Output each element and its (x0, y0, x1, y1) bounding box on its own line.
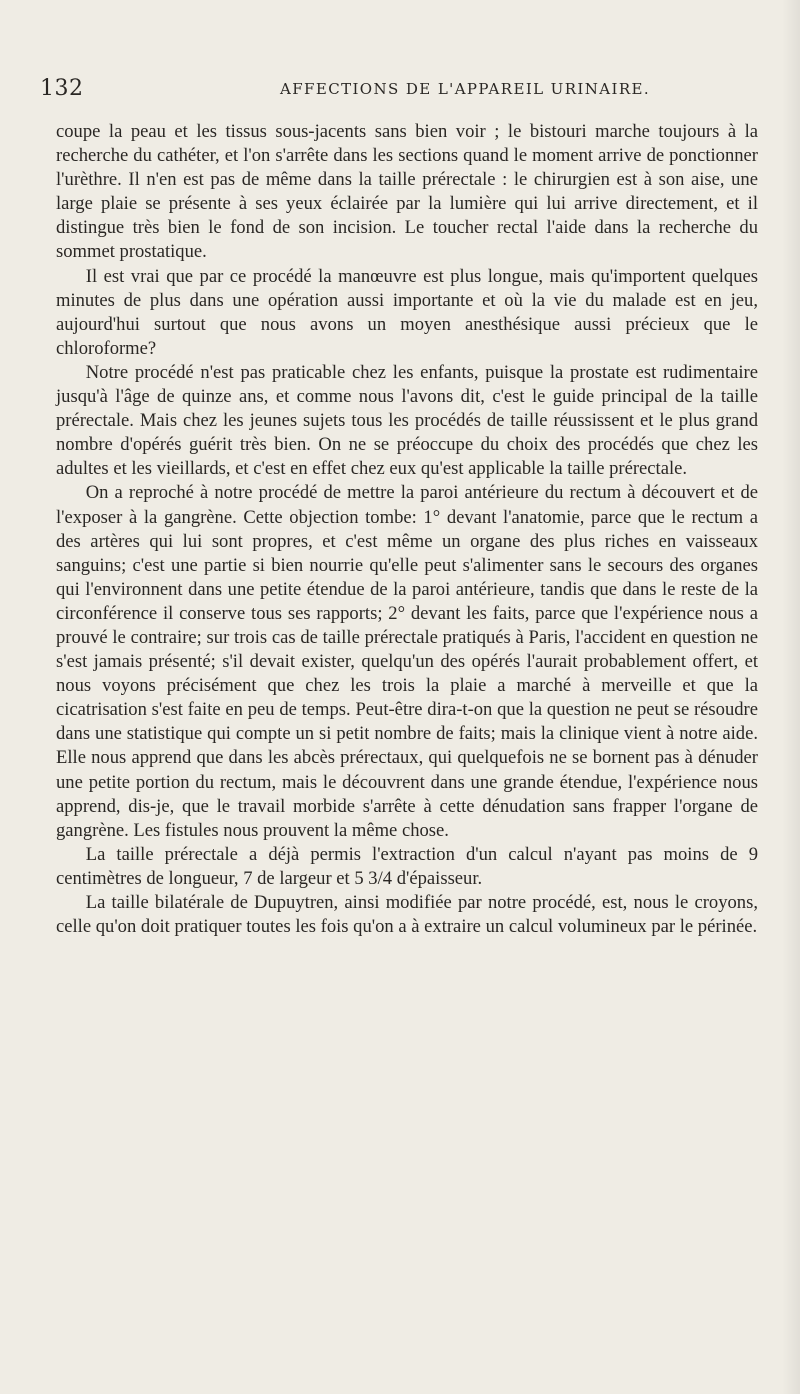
paragraph-1: coupe la peau et les tissus sous-jacents sans bien voir ; le bistouri marche toujours à la recherche du cathéter, et l'on s'arrête dans les sections quand le moment arrive de ponctionner l'urèthre. Il n'en est pas de même dans la taille prérectale : le chirurgien est à son aise, une large plaie se présente à ses yeux éclairée par la lumière qui lui arrive directement, et il distingue très bien le fond de son incision. Le toucher rectal l'aide dans la recherche du sommet prostatique. (56, 121, 758, 263)
page-number: 132 (40, 76, 84, 101)
running-head: AFFECTIONS DE L'APPAREIL URINAIRE. (280, 80, 651, 98)
paragraph-6: La taille bilatérale de Dupuytren, ainsi modifiée par notre procédé, est, nous le croyons, celle qu'on doit pratiquer toutes les fois qu'on a à extraire un calcul volumineux par le périnée. (56, 892, 758, 938)
page-edge-shadow (782, 0, 800, 1394)
paragraph-3: Notre procédé n'est pas praticable chez les enfants, puisque la prostate est rudimentaire jusqu'à l'âge de quinze ans, et comme nous l'avons dit, c'est le guide principal de la taille prérectale. Mais chez les jeunes sujets tous les procédés de taille réussissent et le plus grand nombre d'opérés guérit très bien. On ne se préoccupe du choix des procédés que chez les adultes et les vieillards, et c'est en effet chez eux qu'est applicable la taille prérectale. (56, 361, 758, 480)
paragraph-4: On a reproché à notre procédé de mettre la paroi antérieure du rectum à découvert et de l'exposer à la gangrène. Cette objection tombe: 1° devant l'anatomie, parce que le rectum a des artères qui lui sont propres, et c'est même un organe des plus riches en vaisseaux sanguins; c'est une partie si bien nourrie qu'elle peut s'alimenter sans le secours des organes qui l'environnent dans une petite étendue de la paroi antérieure, tandis que dans le reste de la circonférence il conserve tous ses rapports; 2° devant les faits, parce que l'expérience nous a prouvé le contraire; sur trois cas de taille prérectale pratiqués à Paris, l'accident en question ne s'est jamais présenté; s'il devait exister, quelqu'un des opérés l'aurait probablement offert, et nous voyons précisément que chez les trois la plaie a marché à merveille et que la cicatrisation s'est faite en peu de temps. Peut-être dira-t-on que la question ne peut se résoudre dans une statistique qui compte un si petit nombre de faits; mais la clinique vient à notre aide. Elle nous apprend que dans les abcès prérectaux, qui quelquefois ne se bornent pas à dénuder une petite portion du rectum, mais le découvrent dans une grande étendue, l'expérience nous apprend, dis-je, que le travail morbide s'arrête à cette dénudation sans frapper l'organe de gangrène. Les fistules nous prouvent la même chose. (56, 482, 758, 841)
paragraph-2: Il est vrai que par ce procédé la manœuvre est plus longue, mais qu'importent quelques minutes de plus dans une opération aussi importante et où la vie du malade est en jeu, aujourd'hui surtout que nous avons un moyen anesthésique aussi précieux que le chloroforme? (56, 265, 758, 359)
page-header (40, 76, 760, 106)
paragraph-5: La taille prérectale a déjà permis l'extraction d'un calcul n'ayant pas moins de 9 centimètres de longueur, 7 de largeur et 5 3/4 d'épaisseur. (56, 843, 758, 889)
body-text (56, 120, 758, 939)
